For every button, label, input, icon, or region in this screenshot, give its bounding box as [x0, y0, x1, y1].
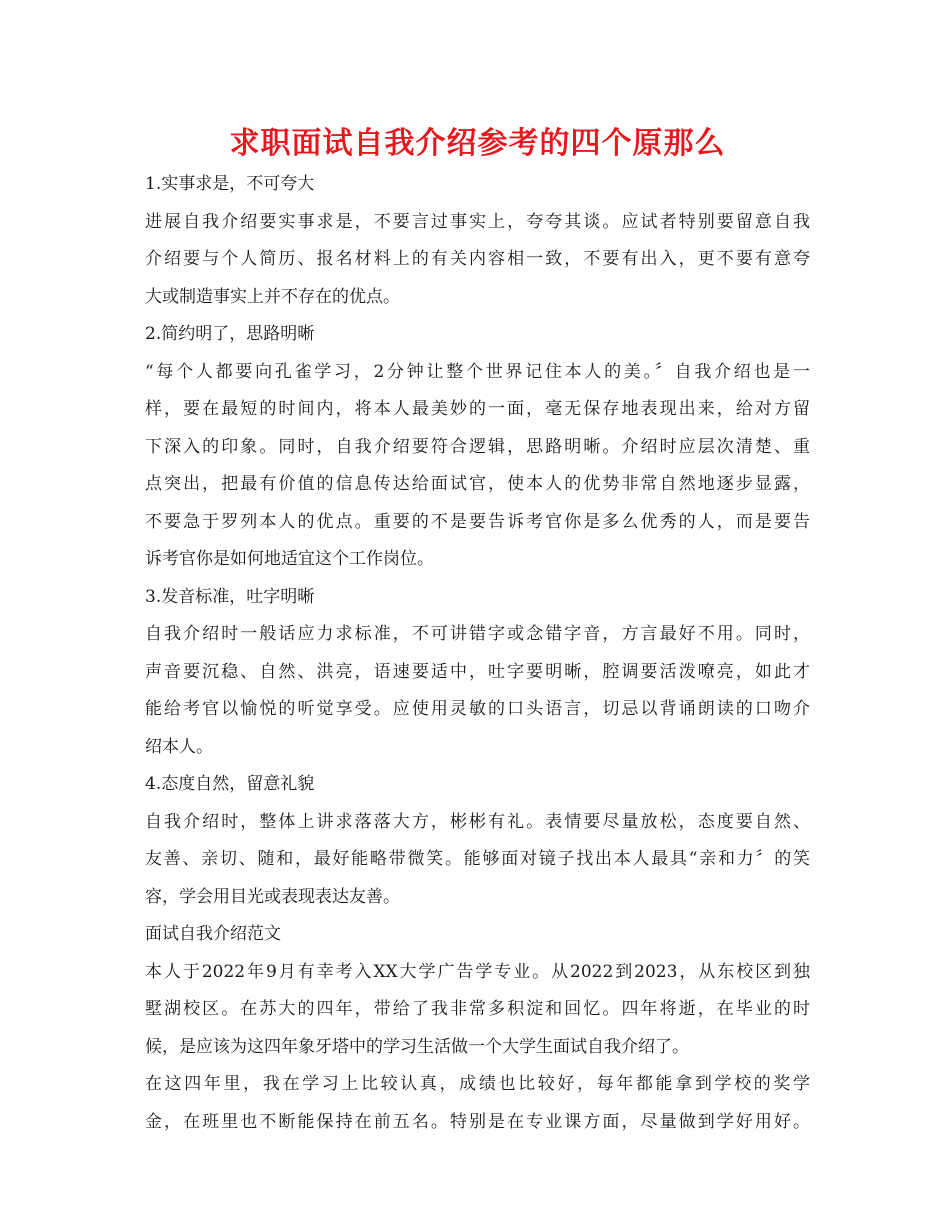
document-body: [145, 166, 810, 1141]
text-line: 面试自我介绍范文: [145, 924, 281, 944]
text-line: 自我介绍时，整体上讲求落落大方，彬彬有礼。表情要尽量放松，态度要自然、: [145, 811, 810, 832]
text-line: 点突出，把最有价值的信息传达给面试官，使本人的优势非常自然地逐步显露，: [145, 474, 810, 494]
text-line: 声音要沉稳、自然、洪亮，语速要适中，吐字要明晰，腔调要活泼嘹亮，如此才: [145, 661, 810, 682]
text-line: 金，在班里也不断能保持在前五名。特别是在专业课方面，尽量做到学好用好。: [145, 1111, 810, 1132]
text-line: 不要急于罗列本人的优点。重要的不是要告诉考官你是多么优秀的人，而是要告: [145, 511, 810, 532]
text-line: 进展自我介绍要实事求是，不要言过事实上，夸夸其谈。应试者特别要留意自我: [145, 211, 810, 232]
text-line: 候，是应该为这四年象牙塔中的学习生活做一个大学生面试自我介绍了。: [145, 1036, 689, 1057]
text-line: 在这四年里，我在学习上比较认真，成绩也比较好，每年都能拿到学校的奖学: [145, 1074, 810, 1094]
text-line: 绍本人。: [145, 736, 213, 757]
text-line: 墅湖校区。在苏大的四年，带给了我非常多积淀和回忆。四年将逝，在毕业的时: [145, 999, 810, 1019]
text-line: 介绍要与个人简历、报名材料上的有关内容相一致，不要有出入，更不要有意夸: [145, 249, 810, 269]
text-line: 大或制造事实上并不存在的优点。: [145, 286, 400, 307]
text-line: 本人于2022年9月有幸考入XX大学广告学专业。从2022到2023，从东校区到独: [145, 961, 810, 982]
text-line: 3.发音标准，吐字明晰: [145, 586, 315, 607]
text-line: 容，学会用目光或表现表达友善。: [145, 886, 400, 907]
text-line: 2.简约明了，思路明晰: [145, 324, 315, 344]
text-line: “每个人都要向孔雀学习，2分钟让整个世界记住本人的美。〞自我介绍也是一: [145, 361, 810, 382]
text-line: 友善、亲切、随和，最好能略带微笑。能够面对镜子找出本人最具“亲和力〞的笑: [145, 849, 810, 869]
text-line: 4.态度自然，留意礼貌: [145, 774, 315, 794]
text-line: 1.实事求是，不可夸大: [145, 174, 315, 194]
document-page: [145, 122, 810, 1141]
text-line: 样，要在最短的时间内，将本人最美妙的一面，毫无保存地表现出来，给对方留: [145, 399, 810, 419]
text-line: 能给考官以愉悦的听觉享受。应使用灵敏的口头语言，切忌以背诵朗读的口吻介: [145, 699, 810, 719]
text-line: 诉考官你是如何地适宜这个工作岗位。: [145, 549, 434, 569]
text-line: 自我介绍时一般话应力求标准，不可讲错字或念错字音，方言最好不用。同时，: [145, 624, 810, 644]
text-line: 下深入的印象。同时，自我介绍要符合逻辑，思路明晰。介绍时应层次清楚、重: [145, 436, 810, 457]
document-title: 求职面试自我介绍参考的四个原那么: [229, 126, 726, 161]
